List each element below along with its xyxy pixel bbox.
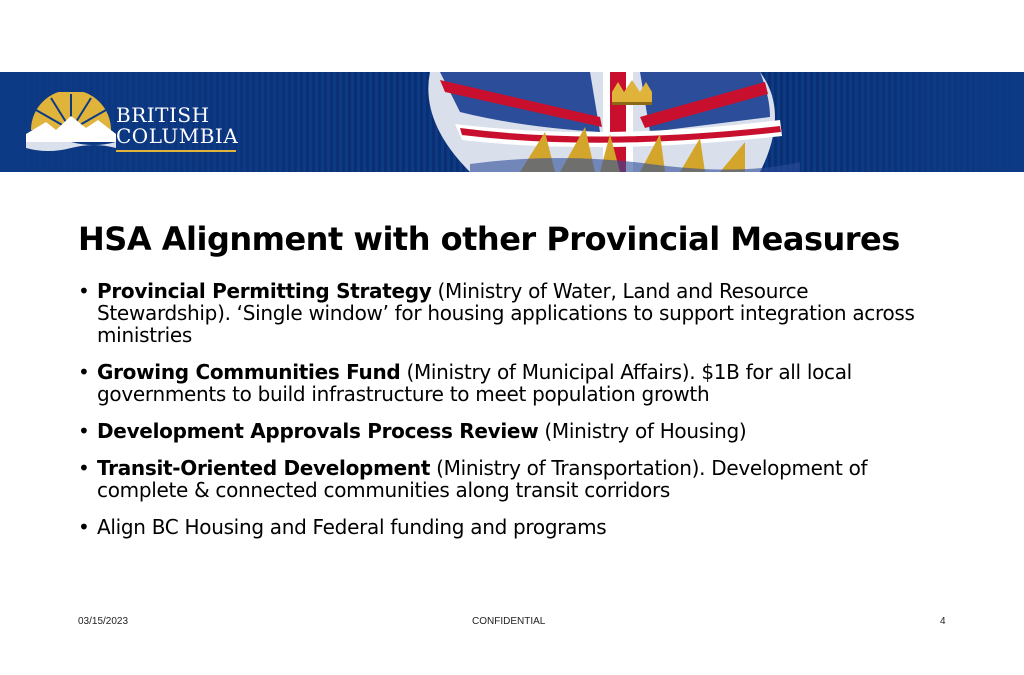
footer-confidential: CONFIDENTIAL	[472, 616, 546, 627]
bullet-item	[78, 420, 938, 442]
wordmark-underline	[116, 150, 236, 152]
bullet-dot-icon: •	[78, 456, 90, 480]
bullet-item	[78, 457, 938, 501]
bullet-text: (Ministry of Housing)	[538, 419, 747, 443]
bc-logo-icon	[26, 92, 116, 152]
bullet-list	[78, 280, 938, 553]
bullet-dot-icon: •	[78, 279, 90, 303]
bullet-item	[78, 516, 938, 538]
bullet-dot-icon: •	[78, 419, 90, 443]
bullet-heading: Development Approvals Process Review	[97, 419, 539, 443]
bullet-dot-icon: •	[78, 360, 90, 384]
bullet-heading: Growing Communities Fund	[97, 360, 401, 384]
bullet-heading: Provincial Permitting Strategy	[97, 279, 432, 303]
bullet-item	[78, 361, 938, 405]
header-banner	[0, 72, 1024, 172]
bc-wordmark	[116, 105, 238, 152]
bullet-text: Align BC Housing and Federal funding and programs	[97, 515, 607, 539]
footer-date: 03/15/2023	[78, 616, 129, 627]
bullet-text: (Ministry of Water, Land and Resource Stewardship). ‘Single window’ for housing applications to support integration across ministries	[97, 279, 915, 347]
wordmark-line-1: BRITISH	[116, 103, 210, 127]
bullet-heading: Transit-Oriented Development	[97, 456, 431, 480]
wordmark-line-2: COLUMBIA	[116, 124, 239, 148]
bullet-dot-icon: •	[78, 515, 90, 539]
slide-title: HSA Alignment with other Provincial Measures	[78, 220, 900, 258]
footer-page-number: 4	[940, 616, 946, 627]
bullet-text: (Ministry of Municipal Affairs). $1B for all local governments to build infrastructure to meet population growth	[97, 360, 852, 406]
bullet-item	[78, 280, 938, 346]
bullet-text: (Ministry of Transportation). Development of complete & connected communities along transit corridors	[97, 456, 868, 502]
